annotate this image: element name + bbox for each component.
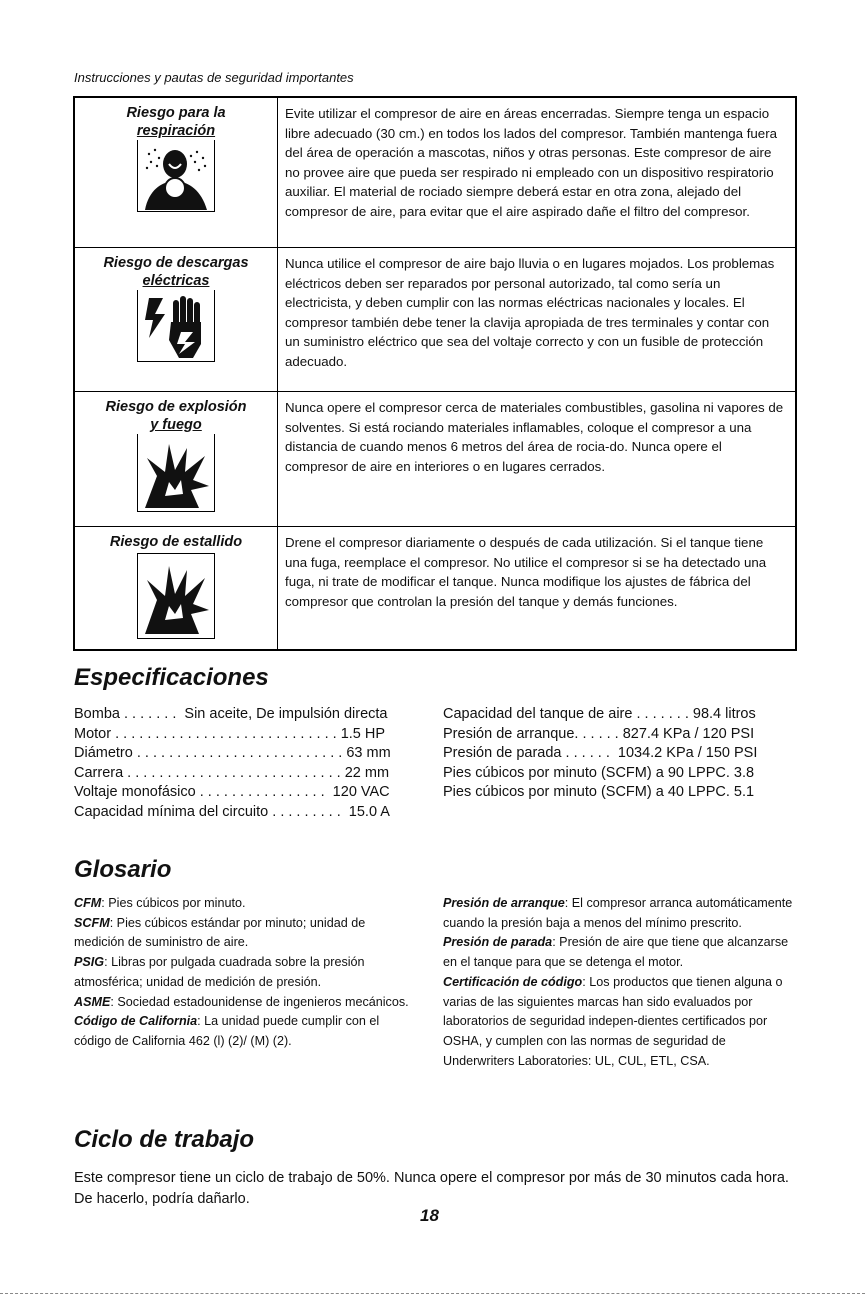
- spec-line: Voltaje monofásico . . . . . . . . . . . . . . . . 120 VAC: [74, 784, 390, 801]
- spec-line: Capacidad del tanque de aire . . . . . . . 98.4 litros: [443, 706, 756, 722]
- explosion-icon: [137, 434, 215, 512]
- glossary-term: PSIG: [74, 955, 105, 970]
- hazard-label-cell: [75, 98, 278, 247]
- glossary-entry: [74, 953, 409, 992]
- glossary-entry: [74, 914, 409, 953]
- glossary-entry: [74, 1012, 409, 1051]
- duty-cycle-text: Este compresor tiene un ciclo de trabajo de 50%. Nunca opere el compresor por más de 30 minutos cada hora. De hacerlo, podría dañarlo.: [74, 1170, 789, 1207]
- glossary-definition: : Presión de aire que tiene que alcanzarse en el tanque para que se detenga el motor.: [443, 935, 789, 970]
- spec-line: Bomba . . . . . . . Sin aceite, De impulsión directa: [74, 706, 388, 722]
- specs-right-column: [443, 705, 795, 803]
- glossary-entry: [74, 993, 409, 1013]
- specs-left-column: [74, 705, 424, 823]
- respiratory-hazard-icon: [137, 140, 215, 212]
- glossary-term: Presión de arranque: [443, 896, 565, 910]
- glossary-definition: : El compresor arranca automáticamente cuando la presión baja a menos del mínimo prescrito.: [443, 896, 793, 930]
- spec-line: Motor . . . . . . . . . . . . . . . . . . . . . . . . . . . . 1.5 HP: [74, 725, 386, 742]
- header-note: Instrucciones y pautas de seguridad importantes: [74, 70, 354, 85]
- glossary-term: SCFM: [74, 915, 110, 930]
- hazard-label-cell: [75, 248, 278, 391]
- hazard-text: Evite utilizar el compresor de aire en áreas encerradas. Siempre tenga un espacio libre adecuado (30 cm.) en todos los lados del compresor. También mantenga fuera del área de operación a mascotas, niños y otras personas. Este compresor de aire no provee aire que pueda ser respirado ni empleado con un dispositivo respiratorio auxiliar. El material de rociado siempre deberá estar en otra zona, alejado del compresor de aire, para evitar que el aire aspirado dañe el filtro del compresor.: [285, 106, 778, 219]
- electric-shock-icon: [137, 290, 215, 362]
- spec-line: Capacidad mínima del circuito . . . . . . . . . 15.0 A: [74, 803, 390, 820]
- hazard-label-cell: [75, 392, 278, 526]
- glossary-term: CFM: [74, 896, 102, 910]
- specs-title: Especificaciones: [74, 664, 269, 691]
- page-bottom-rule: [0, 1293, 865, 1294]
- hazard-row-respiratory: [75, 98, 795, 248]
- glossary-definition: : Pies cúbicos por minuto.: [101, 896, 246, 910]
- spec-line: Carrera . . . . . . . . . . . . . . . . . . . . . . . . . . . 22 mm: [74, 764, 390, 781]
- hazard-text: Nunca opere el compresor cerca de materiales combustibles, gasolina ni vapores de solventes. Si está rociando materiales inflamables, coloque el compresor a una distancia de cuando menos 6 metros del área de rocia-do. Nunca opere el compresor de aire en interiores o en lugares cerrados.: [285, 400, 784, 474]
- glossary-term: ASME: [74, 994, 111, 1009]
- glossary-right-column: [443, 894, 795, 1071]
- burst-icon: [137, 553, 215, 639]
- glossary-left-column: [74, 894, 409, 1052]
- glossary-title: Glosario: [74, 856, 172, 883]
- glossary-term: Presión de parada: [443, 935, 553, 950]
- glossary-entry: [443, 894, 795, 933]
- glossary-definition: : Libras por pulgada cuadrada sobre la presión atmosférica; unidad de medición de presión.: [74, 955, 365, 989]
- hazard-row-burst: [75, 527, 795, 649]
- hazard-title: Riesgo de estallido: [109, 534, 243, 550]
- hazard-text: Nunca utilice el compresor de aire bajo lluvia o en lugares mojados. Los problemas eléctricos deben ser reparados por personal autorizado, tal como sería un electricista, y deben cumplir con las normas eléctricas nacionales y locales. El compresor también debe tener la clavija apropiada de tres terminales y contar con un suministro eléctrico que sea del voltaje correcto y con un fusible de protección adecuado.: [285, 256, 775, 369]
- spec-line: Presión de parada . . . . . . 1034.2 KPa / 150 PSI: [443, 745, 758, 762]
- duty-cycle-title: Ciclo de trabajo: [74, 1126, 255, 1153]
- hazard-title: Riesgo de descargas eléctricas: [103, 255, 249, 289]
- spec-line: Pies cúbicos por minuto (SCFM) a 90 LPPC. 3.8: [443, 764, 755, 781]
- hazard-table: [73, 96, 797, 651]
- hazard-row-electric: [75, 248, 795, 392]
- glossary-entry: [74, 894, 409, 914]
- glossary-definition: : Los productos que tienen alguna o varias de las siguientes marcas han sido evaluados por laboratorios de seguridad indepen-dientes certificados por OSHA, y cumplen con las normas de seguridad de Underwriters Laboratories: UL, CUL, ETL, CSA.: [443, 974, 783, 1068]
- hazard-row-explosion: [75, 392, 795, 527]
- glossary-entry: [443, 933, 795, 972]
- glossary-term: Código de California: [74, 1014, 198, 1029]
- hazard-title: Riesgo de explosión y fuego: [105, 399, 247, 433]
- page-number: 18: [420, 1206, 439, 1225]
- hazard-title: Riesgo para la respiración: [126, 105, 226, 139]
- spec-line: Pies cúbicos por minuto (SCFM) a 40 LPPC. 5.1: [443, 784, 755, 801]
- spec-line: Presión de arranque. . . . . . 827.4 KPa / 120 PSI: [443, 725, 755, 742]
- hazard-label-cell: [75, 527, 278, 649]
- glossary-entry: [443, 973, 795, 1072]
- spec-line: Diámetro . . . . . . . . . . . . . . . . . . . . . . . . . . 63 mm: [74, 745, 391, 762]
- glossary-definition: : La unidad puede cumplir con el código de California 462 (l) (2)/ (M) (2).: [74, 1014, 380, 1048]
- glossary-definition: : Pies cúbicos estándar por minuto; unidad de medición de suministro de aire.: [74, 915, 366, 950]
- glossary-definition: : Sociedad estadounidense de ingenieros mecánicos.: [110, 994, 409, 1009]
- hazard-text: Drene el compresor diariamente o después de cada utilización. Si el tanque tiene una fuga, reemplace el compresor. No utilice el compresor si se ha detectado una fuga, ni trate de modificar el tanque. Nunca modifique los ajustes de fábrica del compresor que controlan la presión del tanque y demás funciones.: [285, 535, 767, 609]
- glossary-term: Certificación de código: [443, 974, 583, 989]
